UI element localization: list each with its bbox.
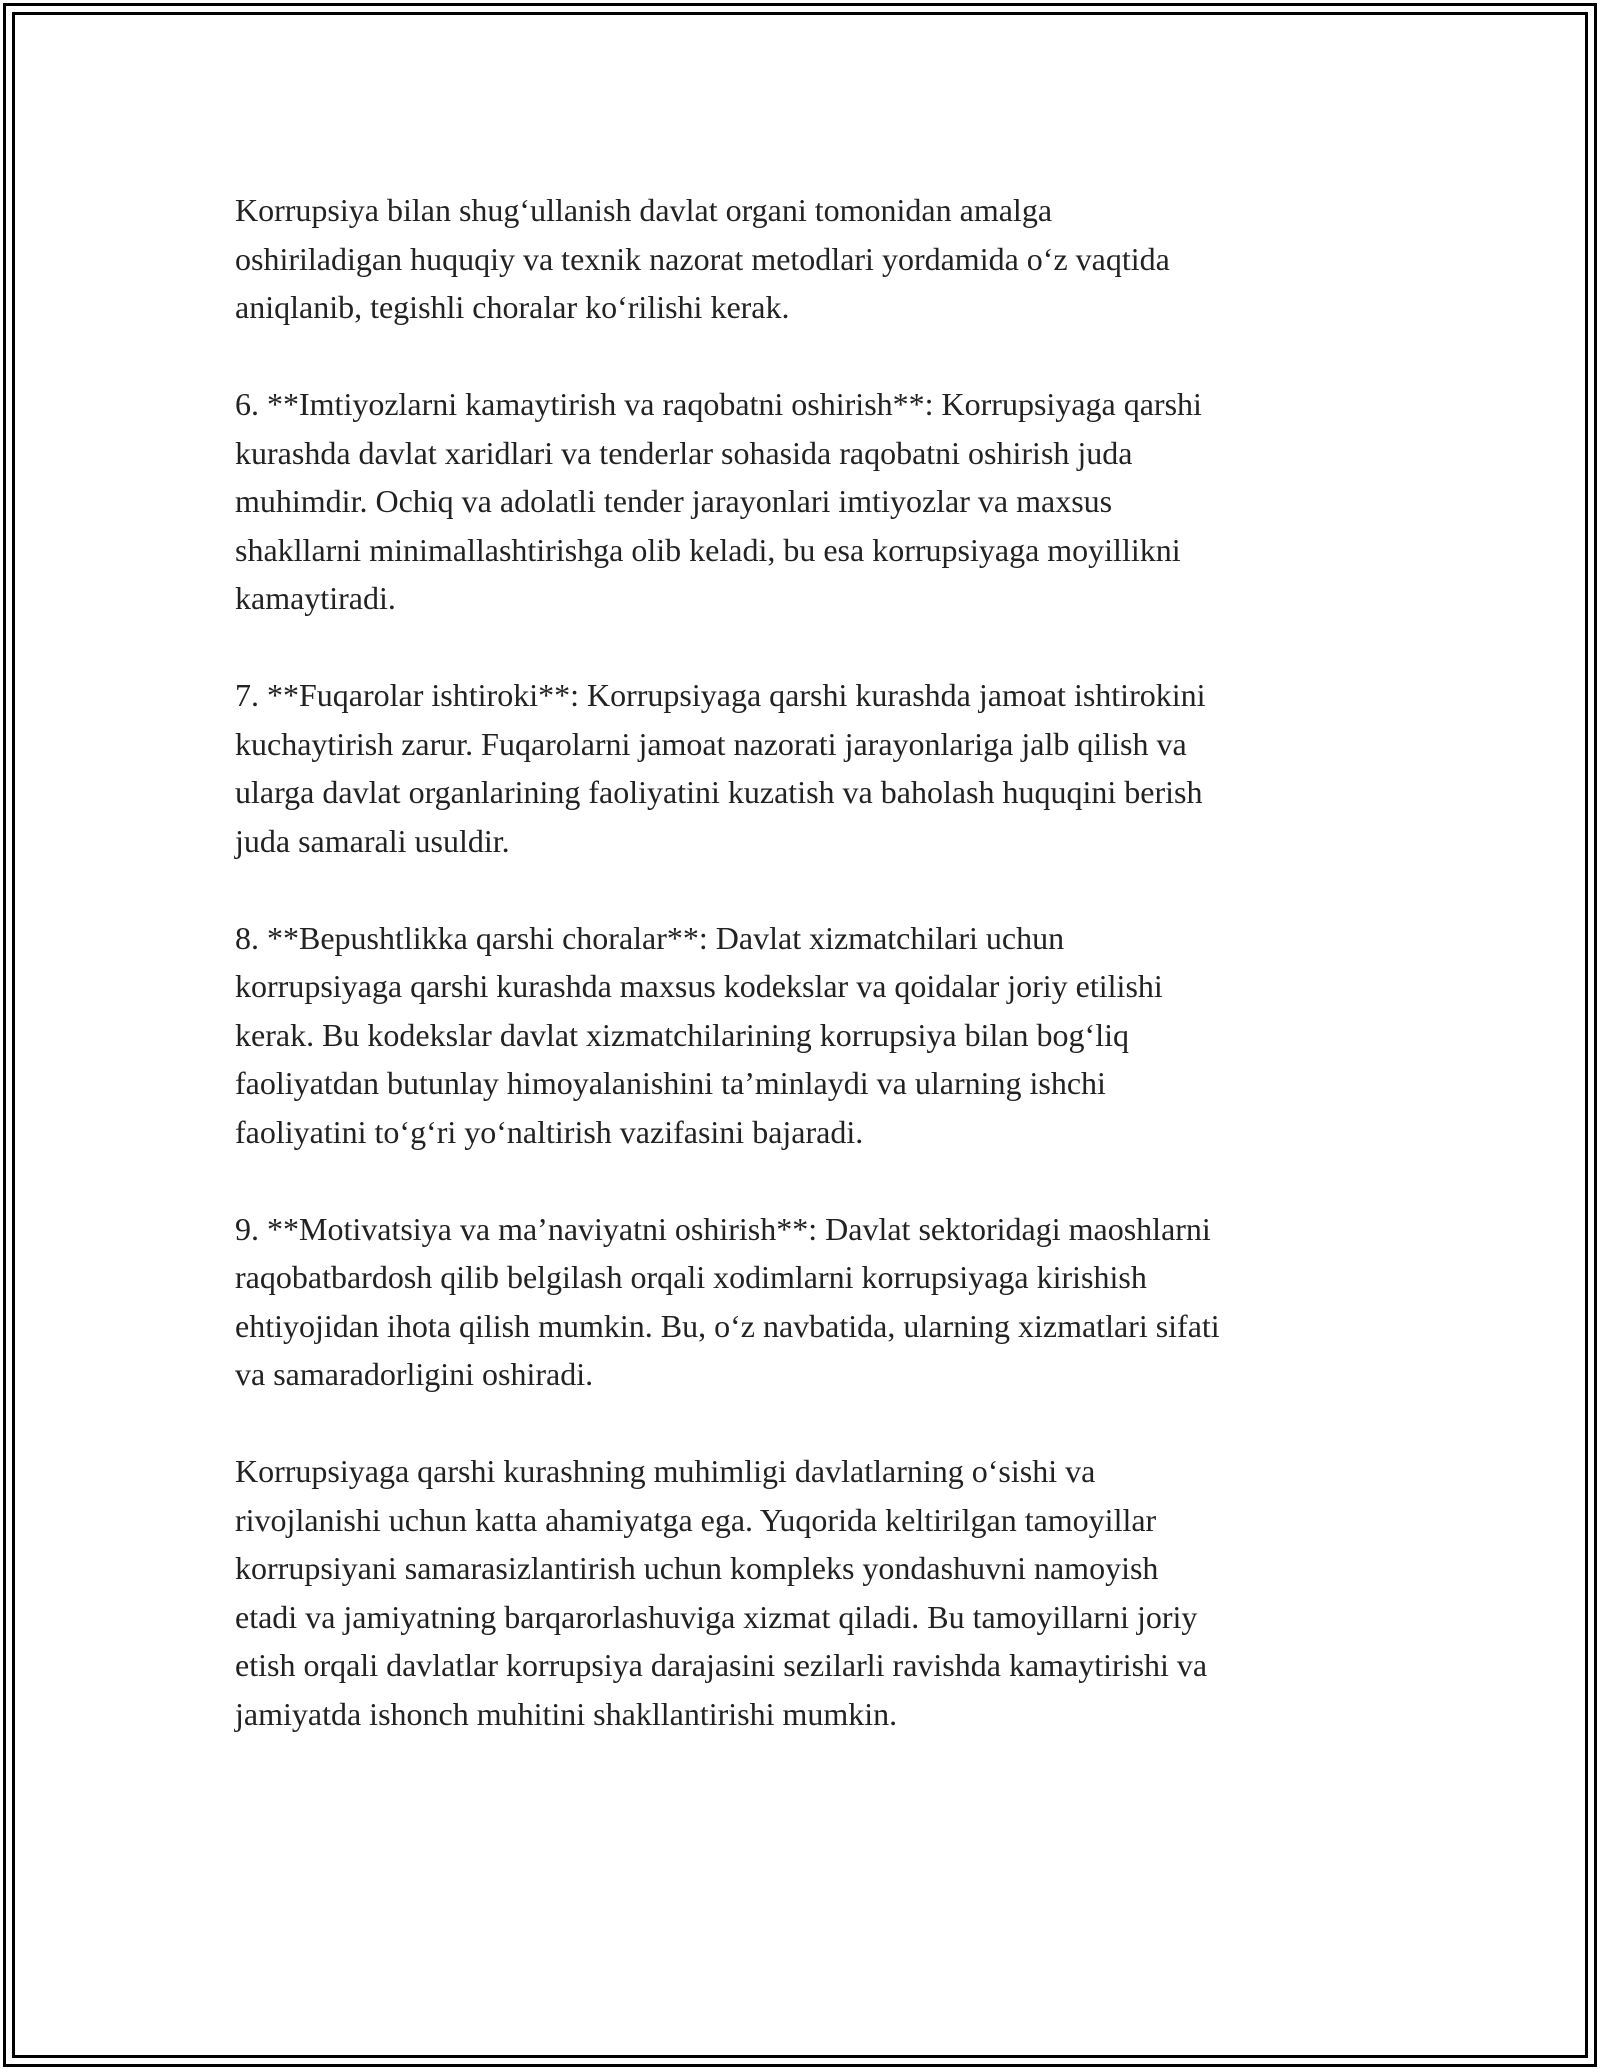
paragraph-item-6: 6. **Imtiyozlarni kamaytirish va raqobatni oshirish**: Korrupsiyaga qarshi kurashda davlat xaridlari va tenderlar sohasida raqobatni oshirish juda muhimdir. Ochiq va adolatli tender jarayonlari imtiyozlar va maxsus shakllarni minimallashtirishga olib keladi, bu esa korrupsiyaga moyillikni kamaytiradi.: [235, 386, 1202, 616]
paragraph-intro: Korrupsiya bilan shug‘ullanish davlat organi tomonidan amalga oshiriladigan huquqiy va texnik nazorat metodlari yordamida o‘z vaqtida aniqlanib, tegishli choralar ko‘rilishi kerak.: [235, 192, 1170, 325]
paragraph-conclusion: Korrupsiyaga qarshi kurashning muhimligi davlatlarning o‘sishi va rivojlanishi uchun katta ahamiyatga ega. Yuqorida keltirilgan tamoyillar korrupsiyani samarasizlantirish uchun kompleks yondashuvni namoyish etadi va jamiyatning barqarorlashuviga xizmat qiladi. Bu tamoyillarni joriy etish orqali davlatlar korrupsiya darajasini sezilarli ravishda kamaytirishi va jamiyatda ishonch muhitini shakllantirishi mumkin.: [235, 1453, 1208, 1732]
paragraph-item-8: 8. **Bepushtlikka qarshi choralar**: Davlat xizmatchilari uchun korrupsiyaga qarshi kurashda maxsus kodekslar va qoidalar joriy etilishi kerak. Bu kodekslar davlat xizmatchilarining korrupsiya bilan bog‘liq faoliyatdan butunlay himoyalanishini ta’minlaydi va ularning ishchi faoliyatini to‘g‘ri yo‘naltirish vazifasini bajaradi.: [235, 919, 1163, 1150]
document-body: [235, 186, 1375, 1787]
paragraph-item-9: 9. **Motivatsiya va ma’naviyatni oshirish**: Davlat sektoridagi maoshlarni raqobatbardosh qilib belgilash orqali xodimlarni korrupsiyaga kirishish ehtiyojidan ihota qilish mumkin. Bu, o‘z navbatida, ularning xizmatlari sifati va samaradorligini oshiradi.: [235, 1210, 1220, 1392]
paragraph-item-7: 7. **Fuqarolar ishtiroki**: Korrupsiyaga qarshi kurashda jamoat ishtirokini kuchaytirish zarur. Fuqarolarni jamoat nazorati jarayonlariga jalb qilish va ularga davlat organlarining faoliyatini kuzatish va baholash huquqini berish juda samarali usuldir.: [235, 677, 1206, 859]
